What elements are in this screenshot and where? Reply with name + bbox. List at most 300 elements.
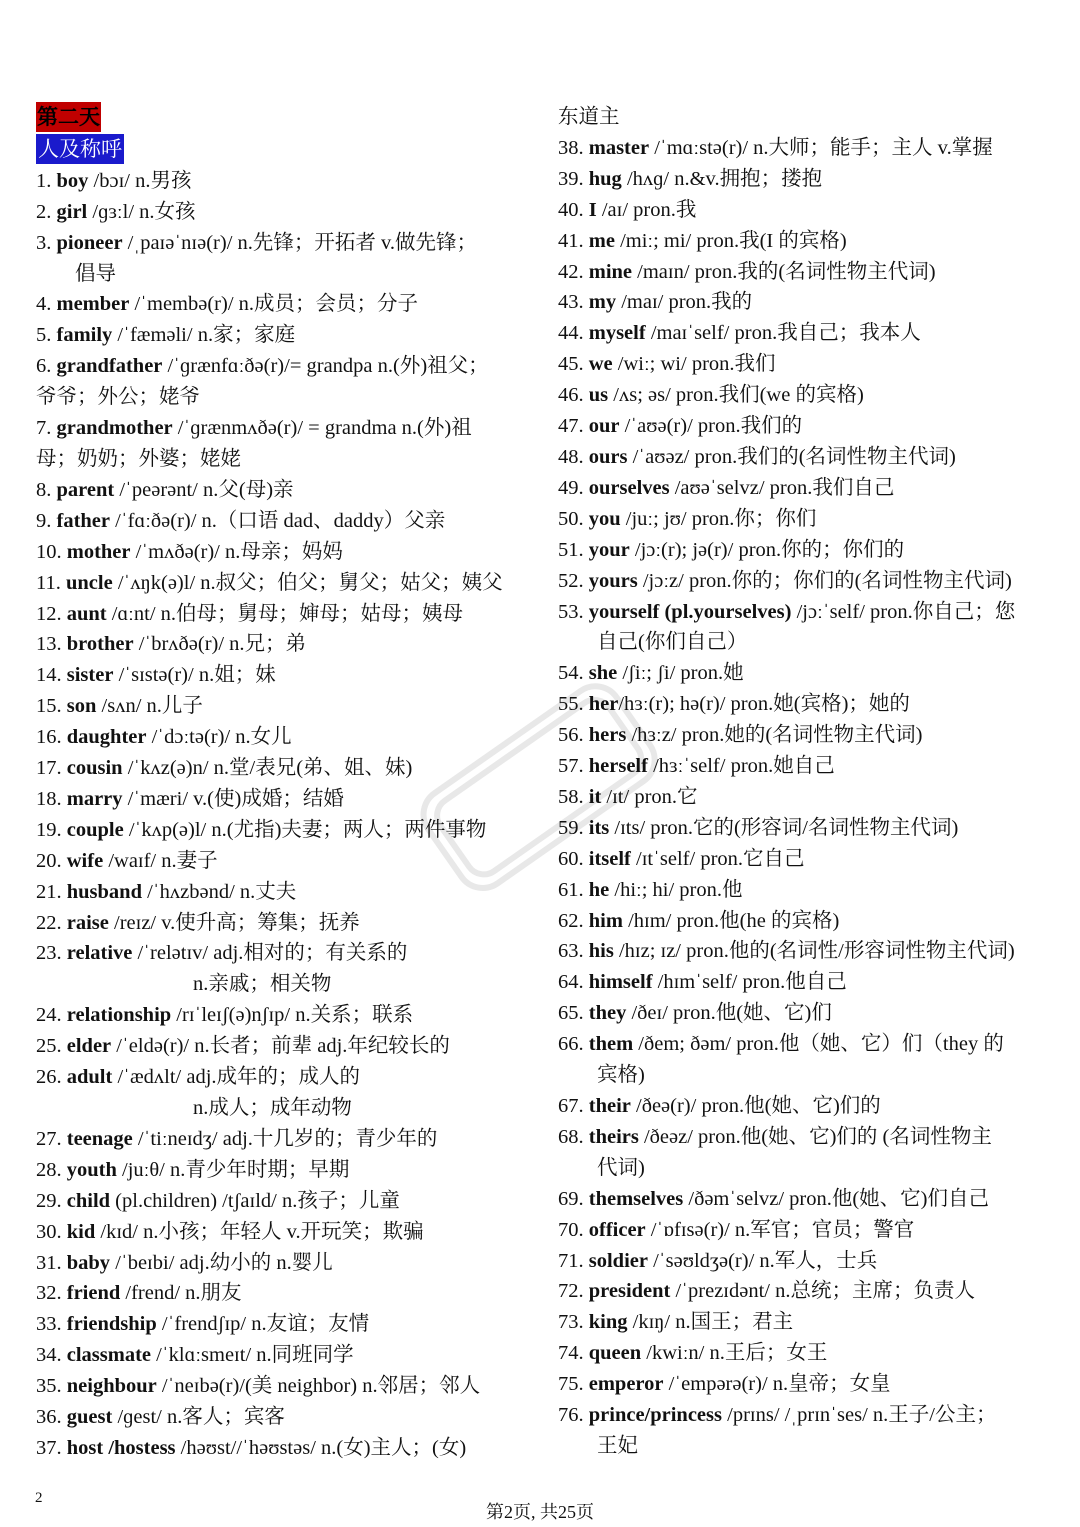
entry-number: 18. [36, 787, 62, 810]
entry-number: 6. [36, 355, 52, 378]
day-title: 第二天 [36, 102, 101, 132]
entry-definition: /ˈneɪbə(r)/(美 neighbor) n.邻居；邻人 [156, 1375, 481, 1398]
vocab-list-left [36, 166, 540, 1464]
entry-word: child [66, 1189, 111, 1212]
vocab-entry [36, 1031, 540, 1062]
entry-number: 42. [558, 260, 584, 283]
vocab-entry [36, 938, 540, 969]
vocab-entry [558, 936, 1058, 967]
entry-word: raise [66, 911, 109, 934]
section-title: 人及称呼 [36, 134, 124, 164]
entry-definition: /ˈdɔːtə(r)/ n.女儿 [146, 726, 292, 749]
vocab-entry [36, 660, 540, 691]
entry-definition: /ɪt/ pron.它 [601, 785, 698, 808]
entry-number: 60. [558, 847, 584, 870]
entry-word: aunt [66, 602, 107, 625]
entry-number: 50. [558, 507, 584, 530]
entry-definition: /miː; mi/ pron.我(I 的宾格) [614, 229, 847, 252]
entry-word: prince/princess [588, 1404, 722, 1427]
vocab-entry [558, 133, 1058, 164]
entry-definition: /ˌpaɪəˈnɪə(r)/ n.先锋；开拓者 v.做先锋； [122, 231, 478, 254]
entry-definition: /hʌɡ/ n.&v.拥抱；搂抱 [621, 167, 823, 190]
entry-number: 9. [36, 509, 52, 532]
entry-definition: /hɪm/ pron.他(he 的宾格) [622, 909, 840, 932]
entry-definition: /ˈkʌp(ə)l/ n.(尤指)夫妻；两人；两件事物 [123, 818, 487, 841]
entry-definition: /hɪz; ɪz/ pron.他的(名词性/形容词性物主代词) [613, 940, 1015, 963]
entry-definition: /jɔː(r); jə(r)/ pron.你的；你们的 [629, 538, 905, 561]
entry-number: 66. [558, 1033, 584, 1056]
entry-definition: /ˈeldə(r)/ n.长者；前辈 adj.年纪较长的 [111, 1035, 450, 1058]
entry-definition: /ɪtˈself/ pron.它自己 [630, 847, 805, 870]
entry-definition: /ˈmæri/ v.(使)成婚；结婚 [122, 787, 344, 810]
vocab-entry [36, 1433, 540, 1464]
entry-continuation: 代词) [597, 1156, 645, 1179]
vocab-entry [558, 998, 1058, 1029]
entry-word: baby [66, 1251, 111, 1274]
vocab-entry [558, 226, 1058, 257]
entry-number: 25. [36, 1035, 62, 1058]
vocab-entry [558, 1215, 1058, 1246]
entry-word: marry [66, 787, 123, 810]
vocab-entry [558, 195, 1058, 226]
entry-number: 64. [558, 971, 584, 994]
entry-number: 43. [558, 291, 584, 314]
entry-number: 4. [36, 293, 52, 316]
entry-continuation: 自己(你们自己） [597, 631, 748, 654]
entry-definition: /ˈfɑːðə(r)/ n.（口语 dad、daddy）父亲 [110, 509, 446, 532]
vocab-entry [558, 535, 1058, 566]
entry-word: she [588, 662, 618, 685]
entry-definition: /ˈʌŋk(ə)l/ n.叔父；伯父；舅父；姑父；姨父 [112, 571, 503, 594]
entry-continuation: 爷爷；外公；姥爷 [36, 386, 200, 409]
vocab-entry [36, 1062, 540, 1093]
entry-definition: /jɔːˈself/ pron.你自己；您 [791, 600, 1016, 623]
entry-word: member [56, 293, 130, 316]
entry-word: girl [56, 200, 88, 223]
entry-number: 54. [558, 662, 584, 685]
entry-word: officer [588, 1218, 646, 1241]
entry-word: them [588, 1033, 634, 1056]
entry-definition: /ðem; ðəm/ pron.他（她、它）们（they 的 [633, 1033, 1004, 1056]
entry-number: 32. [36, 1282, 62, 1305]
entry-word: king [588, 1311, 628, 1334]
vocab-entry [36, 1402, 540, 1433]
vocab-entry [36, 908, 540, 939]
entry-definition: /aʊəˈselvz/ pron.我们自己 [669, 476, 895, 499]
entry-definition: /ˈfæməli/ n.家；家庭 [112, 324, 296, 347]
entry-number: 22. [36, 911, 62, 934]
entry-number: 58. [558, 785, 584, 808]
vocab-entry [558, 1029, 1058, 1060]
entry-word: adult [66, 1066, 113, 1089]
entry-definition: /ˈklɑːsmeɪt/ n.同班同学 [151, 1344, 354, 1367]
entry-number: 52. [558, 569, 584, 592]
vocab-entry [558, 473, 1058, 504]
entry-definition: /ðeɪ/ pron.他(她、它)们 [626, 1002, 832, 1025]
vocab-entry [36, 537, 540, 568]
entry-word: boy [56, 169, 89, 192]
entry-definition: /ˈhʌzbənd/ n.丈夫 [141, 880, 297, 903]
vocab-entry [36, 413, 540, 444]
entry-word: you [588, 507, 621, 530]
entry-word: myself [588, 322, 646, 345]
entry-definition: /ˈtiːneɪdʒ/ adj.十几岁的；青少年的 [132, 1127, 438, 1150]
vocab-entry [558, 597, 1058, 628]
entry-word: yourself (pl.yourselves) [588, 600, 792, 623]
entry-definition: /maɪn/ pron.我的(名词性物主代词) [632, 260, 936, 283]
vocab-entry [36, 197, 540, 228]
entry-number: 68. [558, 1125, 584, 1148]
entry-number: 67. [558, 1095, 584, 1117]
vocab-entry [558, 411, 1058, 442]
entry-definition: /ˈsɪstə(r)/ n.姐；妹 [113, 664, 276, 687]
vocab-entry [36, 1340, 540, 1371]
entry-definition: /həʊst//ˈhəʊstəs/ n.(女)主人；(女) [175, 1436, 467, 1459]
vocab-entry [36, 753, 540, 784]
entry-word: parent [56, 478, 115, 501]
entry-word: herself [588, 755, 648, 778]
entry-number: 65. [558, 1002, 584, 1025]
vocab-list-right [558, 102, 1058, 1462]
entry-word: mother [66, 540, 131, 563]
entry-word: friendship [66, 1313, 157, 1336]
entry-word: ourselves [588, 476, 670, 499]
vocab-entry [36, 691, 540, 722]
entry-word: soldier [588, 1249, 648, 1272]
entry-number: 48. [558, 445, 584, 468]
vocab-entry [36, 1186, 540, 1217]
entry-word: grandmother [56, 417, 173, 440]
entry-word: themselves [588, 1187, 684, 1210]
vocab-entry [558, 164, 1058, 195]
entry-number: 17. [36, 757, 62, 780]
entry-definition: /frend/ n.朋友 [120, 1282, 242, 1305]
entry-number: 71. [558, 1249, 584, 1272]
entry-definition: /ˈprezɪdənt/ n.总统；主席；负责人 [670, 1280, 975, 1303]
entry-word: friend [66, 1282, 121, 1305]
entry-definition: /ˈɡrænmʌðə(r)/ = grandma n.(外)祖 [172, 417, 472, 440]
entry-number: 31. [36, 1251, 62, 1274]
entry-number: 3. [36, 231, 52, 254]
entry-word: their [588, 1095, 631, 1117]
entry-number: 53. [558, 600, 584, 623]
entry-number: 46. [558, 384, 584, 407]
entry-word: relative [66, 942, 133, 965]
entry-definition: /ɪts/ pron.它的(形容词/名词性物主代词) [609, 816, 959, 839]
vocab-entry [36, 877, 540, 908]
vocab-entry [36, 1248, 540, 1279]
entry-number: 51. [558, 538, 584, 561]
entry-definition: /wiː; wi/ pron.我们 [612, 353, 776, 376]
vocab-entry [36, 506, 540, 537]
vocab-entry [36, 1000, 540, 1031]
entry-word: us [588, 384, 609, 407]
vocab-entry [36, 475, 540, 506]
entry-number: 23. [36, 942, 62, 965]
entry-number: 13. [36, 633, 62, 656]
entry-definition: /ˈmɑːstə(r)/ n.大师；能手；主人 v.掌握 [649, 136, 993, 159]
vocab-entry [558, 906, 1058, 937]
entry-word: son [66, 695, 97, 718]
entry-definition: /kɪd/ n.小孩；年轻人 v.开玩笑；欺骗 [95, 1220, 424, 1243]
vocab-entry [558, 1184, 1058, 1215]
vocab-entry [558, 566, 1058, 597]
entry-number: 61. [558, 878, 584, 901]
entry-word: classmate [66, 1344, 152, 1367]
entry-word: ours [588, 445, 628, 468]
entry-number: 33. [36, 1313, 62, 1336]
entry-number: 63. [558, 940, 584, 963]
entry-number: 69. [558, 1187, 584, 1210]
entry-word: I [588, 198, 597, 221]
vocab-entry [558, 751, 1058, 782]
vocab-entry [558, 1338, 1058, 1369]
vocab-entry [36, 1217, 540, 1248]
entry-definition: /ˈkʌz(ə)n/ n.堂/表兄(弟、姐、妹) [122, 757, 413, 780]
entry-number: 24. [36, 1004, 62, 1027]
vocab-entry [558, 287, 1058, 318]
vocab-entry [36, 289, 540, 320]
entry-definition: /ˈfrendʃɪp/ n.友谊；友情 [156, 1313, 370, 1336]
entry-word: it [588, 785, 602, 808]
entry-definition: /hɜː(r); hə(r)/ pron.她(宾格)；她的 [618, 693, 910, 716]
entry-number: 2. [36, 200, 52, 223]
vocab-entry [558, 318, 1058, 349]
entry-word: his [588, 940, 614, 963]
vocab-entry [36, 815, 540, 846]
entry-number: 21. [36, 880, 62, 903]
entry-word: president [588, 1280, 671, 1303]
entry-word: our [588, 415, 620, 438]
entry-definition: /ˈɒfɪsə(r)/ n.军官；官员；警官 [645, 1218, 915, 1241]
entry-word: my [588, 291, 617, 314]
entry-definition: /maɪˈself/ pron.我自己；我本人 [645, 322, 921, 345]
vocab-entry [558, 1369, 1058, 1400]
entry-word: youth [66, 1158, 117, 1181]
entry-word: wife [66, 849, 104, 872]
entry-word: pioneer [56, 231, 123, 254]
entry-number: 35. [36, 1375, 62, 1398]
vocab-entry [558, 1307, 1058, 1338]
vocab-entry [558, 782, 1058, 813]
entry-number: 75. [558, 1373, 584, 1396]
page-number: 2 [35, 1490, 43, 1506]
entry-number: 41. [558, 229, 584, 252]
vocab-entry [36, 784, 540, 815]
entry-definition: /ɑːnt/ n.伯母；舅母；婶母；姑母；姨母 [106, 602, 464, 625]
page-footer: 第2页, 共25页 [486, 1502, 594, 1522]
entry-word: uncle [66, 571, 113, 594]
entry-number: 16. [36, 726, 62, 749]
entry-definition: /ˈædʌlt/ adj.成年的；成人的 [112, 1066, 361, 1089]
entry-number: 7. [36, 417, 52, 440]
vocab-entry [558, 504, 1058, 535]
entry-word: grandfather [56, 355, 163, 378]
entry-definition: /aɪ/ pron.我 [596, 198, 697, 221]
entry-continuation: 倡导 [75, 262, 116, 285]
entry-word: couple [66, 818, 124, 841]
vocab-entry [558, 844, 1058, 875]
vocab-entry [36, 1309, 540, 1340]
entry-definition: /ˈempərə(r)/ n.皇帝；女皇 [663, 1373, 891, 1396]
entry-number: 74. [558, 1342, 584, 1365]
entry-word: her [588, 693, 619, 716]
entry-definition: /ˈɡrænfɑːðə(r)/= grandpa n.(外)祖父； [162, 355, 489, 378]
vocab-entry [36, 722, 540, 753]
entry-number: 39. [558, 167, 584, 190]
entry-number: 5. [36, 324, 52, 347]
entry-definition: /ˈaʊəz/ pron.我们的(名词性物主代词) [627, 445, 956, 468]
entry-definition: /ˈsəʊldʒə(r)/ n.军人，士兵 [647, 1249, 878, 1272]
entry-definition: /kwiːn/ n.王后；女王 [641, 1342, 828, 1365]
entry-word: him [588, 909, 623, 932]
vocab-entry [36, 1278, 540, 1309]
entry-continuation: 宾格) [597, 1064, 645, 1087]
vocab-entry [558, 813, 1058, 844]
entry-number: 59. [558, 816, 584, 839]
entry-definition: /sʌn/ n.儿子 [96, 695, 203, 718]
section-title-row [36, 134, 540, 166]
vocab-entry [558, 1400, 1058, 1431]
entry-word: emperor [588, 1373, 664, 1396]
entry-definition: /prɪns/ /ˌprɪnˈses/ n.王子/公主； [722, 1404, 997, 1427]
entry-word: hug [588, 167, 622, 190]
entry-number: 62. [558, 909, 584, 932]
vocab-entry [558, 658, 1058, 689]
entry-word: cousin [66, 757, 123, 780]
entry-number: 73. [558, 1311, 584, 1334]
entry-number: 57. [558, 755, 584, 778]
entry-number: 27. [36, 1127, 62, 1150]
entry-word: theirs [588, 1125, 639, 1148]
vocab-entry [36, 320, 540, 351]
entry-word: master [588, 136, 650, 159]
entry-definition: /ˈmʌðə(r)/ n.母亲；妈妈 [130, 540, 343, 563]
entry-word: me [588, 229, 615, 252]
vocab-entry [558, 689, 1058, 720]
entry-number: 45. [558, 353, 584, 376]
entry-word: sister [66, 664, 114, 687]
entry-number: 40. [558, 198, 584, 221]
entry-number: 36. [36, 1406, 62, 1429]
entry-continuation: 母；奶奶；外婆；姥姥 [36, 447, 241, 470]
vocab-entry [558, 1122, 1058, 1153]
entry-definition: /ʌs; əs/ pron.我们(we 的宾格) [608, 384, 864, 407]
entry-word: teenage [66, 1127, 133, 1150]
entry-definition: (pl.children) /tʃaɪld/ n.孩子；儿童 [110, 1189, 400, 1212]
entry-definition: /juːθ/ n.青少年时期；早期 [116, 1158, 350, 1181]
entry-word: queen [588, 1342, 642, 1365]
entry-word: relationship [66, 1004, 172, 1027]
entry-word: mine [588, 260, 633, 283]
entry-number: 15. [36, 695, 62, 718]
entry-number: 44. [558, 322, 584, 345]
vocab-entry [558, 349, 1058, 380]
entry-word: yours [588, 569, 638, 592]
entry-definition: /ðeə(r)/ pron.他(她、它)们的 [630, 1095, 881, 1117]
entry-definition: /ˈbrʌðə(r)/ n.兄；弟 [133, 633, 307, 656]
entry-definition: /ɡest/ n.客人；宾客 [112, 1406, 285, 1429]
entry-number: 34. [36, 1344, 62, 1367]
vocab-entry [558, 967, 1058, 998]
entry-number: 76. [558, 1404, 584, 1427]
entry-number: 70. [558, 1218, 584, 1241]
entry-word: host /hostess [66, 1436, 176, 1459]
entry-continuation: 王妃 [597, 1434, 638, 1457]
entry-word: itself [588, 847, 631, 870]
vocab-entry [558, 442, 1058, 473]
entry-definition: /hɪmˈself/ pron.他自己 [652, 971, 847, 994]
entry-number: 1. [36, 169, 52, 192]
entry-word: family [56, 324, 113, 347]
vocab-entry [558, 1276, 1058, 1307]
entry-number: 49. [558, 476, 584, 499]
entry-definition: /ʃiː; ʃi/ pron.她 [617, 662, 744, 685]
entry-number: 72. [558, 1280, 584, 1303]
entry-word: father [56, 509, 111, 532]
entry-number: 55. [558, 693, 584, 716]
entry-definition: /maɪ/ pron.我的 [616, 291, 753, 314]
entry-number: 12. [36, 602, 62, 625]
entry-word: hers [588, 724, 627, 747]
vocab-entry [36, 1371, 540, 1402]
entry-word: he [588, 878, 610, 901]
entry-number: 8. [36, 478, 52, 501]
entry-number: 38. [558, 136, 584, 159]
entry-definition: /hɜːz/ pron.她的(名词性物主代词) [626, 724, 923, 747]
entry-definition: /ðeəz/ pron.他(她、它)们的 (名词性物主 [638, 1125, 992, 1148]
entry-number: 20. [36, 849, 62, 872]
entry-number: 47. [558, 415, 584, 438]
entry-continuation: n.成人；成年动物 [193, 1097, 352, 1119]
vocab-entry [558, 380, 1058, 411]
vocab-entry [558, 1246, 1058, 1277]
entry-word: its [588, 816, 610, 839]
entry-word: daughter [66, 726, 147, 749]
entry-definition: /rɪˈleɪʃ(ə)nʃɪp/ n.关系；联系 [171, 1004, 414, 1027]
vocab-entry [36, 846, 540, 877]
entry-definition: /jɔːz/ pron.你的；你们的(名词性物主代词) [637, 569, 1012, 592]
entry-definition: /bɔɪ/ n.男孩 [88, 169, 192, 192]
entry-word: himself [588, 971, 653, 994]
entry-definition: /juː; jʊ/ pron.你；你们 [620, 507, 817, 530]
entry-word: kid [66, 1220, 96, 1243]
vocab-entry [36, 568, 540, 599]
entry-definition: /ˈaʊə(r)/ pron.我们的 [619, 415, 803, 438]
entry-definition: /ˈrelətɪv/ adj.相对的；有关系的 [132, 942, 408, 965]
entry-word: they [588, 1002, 627, 1025]
vocab-entry [36, 166, 540, 197]
entry-number: 10. [36, 540, 62, 563]
entry-word: husband [66, 880, 142, 903]
entry-definition: /ˈbeɪbi/ adj.幼小的 n.婴儿 [110, 1251, 333, 1274]
entry-word: guest [66, 1406, 113, 1429]
vocab-entry [558, 1091, 1058, 1122]
entry-continuation: 东道主 [558, 106, 620, 128]
vocab-entry [558, 875, 1058, 906]
entry-continuation: n.亲戚；相关物 [193, 973, 332, 996]
vocab-entry [36, 1124, 540, 1155]
vocab-entry [558, 720, 1058, 751]
entry-word: your [588, 538, 630, 561]
entry-definition: /ðəmˈselvz/ pron.他(她、它)们自己 [683, 1187, 990, 1210]
entry-definition: /ˈmembə(r)/ n.成员；会员；分子 [129, 293, 419, 316]
entry-number: 30. [36, 1220, 62, 1243]
entry-definition: /reɪz/ v.使升高；筹集；抚养 [108, 911, 360, 934]
entry-definition: /ˈpeərənt/ n.父(母)亲 [114, 478, 294, 501]
vocab-entry [36, 599, 540, 630]
entry-word: brother [66, 633, 134, 656]
